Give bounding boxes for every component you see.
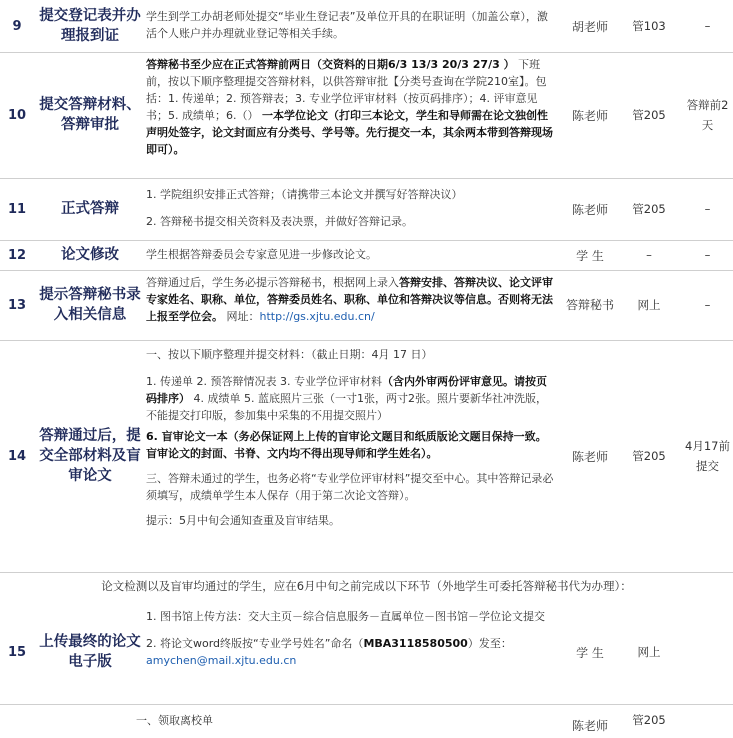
step-number: 11 [7, 201, 27, 217]
table-row [0, 340, 733, 573]
step-contact: 胡老师 [571, 19, 608, 34]
step-line: 2. 答辩秘书提交相关资料及表决票，并做好答辩记录。 [146, 215, 413, 228]
step-location: – [646, 248, 652, 262]
step-description [146, 270, 556, 340]
step-description-text: ）发至： [467, 637, 512, 650]
url-label: 网址： [226, 310, 260, 323]
step-line: 1. 图书馆上传方法：交大主页－综合信息服务－直属单位－图书馆－学位论文提交 [146, 610, 545, 623]
step-time: – [704, 248, 711, 262]
step-number: 12 [7, 247, 27, 263]
table-row [0, 600, 733, 705]
table-row [0, 240, 733, 271]
step-line: 三、答辩未通过的学生，也务必将“专业学位评审材料”提交至中心。其中答辩记录必须填写，成绩单学生本人保存（用于第二次论文答辩）。 [146, 472, 554, 502]
step-location: 网上 [637, 298, 661, 312]
step-contact: 陈老师 [571, 202, 608, 217]
step-title: 上传最终的论文电子版 [39, 634, 141, 670]
email-link[interactable]: amychen@mail.xjtu.edu.cn [146, 654, 297, 667]
step-description-text: 1. 传递单 2. 预答辩情况表 3. 专业学位评审材料 [146, 375, 382, 388]
step-title: 答辩通过后，提交全部材料及盲审论文 [39, 428, 141, 484]
step-description: 学生到学工办胡老师处提交“毕业生登记表”及单位开具的在职证明（加盖公章），激活个人账户并办理就业登记等相关手续。 [146, 10, 548, 40]
step-number: 14 [7, 448, 27, 464]
step-description-text: 4. 成绩单 5. 蓝底照片三张（一寸1张，两寸2张。照片要新华社冲洗版，不能提交打印版，参加集中采集的不用提交照片） [146, 392, 547, 422]
step-contact: 答辩秘书 [565, 298, 614, 312]
step-description-bold: 答辩安排、答辩决议、论文评审专家姓名、职称、单位，答辩委员姓名、职称、单位和答辩决议等信息。否则将无法上报至学位会。 [146, 276, 553, 323]
step-title: 论文修改 [61, 247, 119, 263]
step-location: 管205 [632, 108, 666, 122]
step-contact: 陈老师 [571, 449, 608, 464]
step-description-bold: （含内外审两份评审意见。请按页码排序） [146, 375, 547, 405]
step-time: 4月17前提交 [685, 439, 730, 473]
step-description-text: 下班前，按以下顺序整理提交答辩材料，以供答辩审批【分类号查询在学院210室】。包括：1. 传递单；2. 预答辩表；3. 专业学位评审材料（按页码排序）；4. 评审意见书；5. 成绩单；6.（） [146, 58, 547, 122]
step-location: 管205 [632, 202, 666, 216]
step-description-bold: 6. 盲审论文一本（务必保证网上上传的盲审论文题目和纸质版论文题目保持一致。盲审论文的封面、书脊、文内均不得出现导师和学生姓名）。 [146, 430, 547, 460]
step-contact: 学 生 [576, 645, 604, 660]
step-contact: 陈老师 [571, 108, 608, 123]
notice-text: 论文检测以及盲审均通过的学生，应在6月中旬之前完成以下环节（外地学生可委托答辩秘书代为办理）： [101, 579, 632, 593]
step-contact: 学 生 [576, 248, 604, 263]
step-title: 提交答辩材料、答辩审批 [39, 97, 141, 133]
step-title: 提示答辩秘书录入相关信息 [39, 287, 141, 323]
step-title: 提交登记表并办理报到证 [39, 8, 141, 44]
step-description [146, 178, 556, 240]
step-line [146, 635, 556, 669]
step-number: 15 [7, 644, 27, 660]
step-description: 一、领取离校单 [136, 714, 213, 727]
step-line [146, 428, 556, 462]
step-contact: 陈老师 [571, 719, 608, 733]
step-number: 13 [7, 297, 27, 313]
file-name-bold: MBA3118580500 [363, 637, 468, 650]
table-row [0, 0, 733, 53]
step-time: – [704, 298, 711, 312]
step-time: – [704, 202, 711, 216]
step-description-bold: 答辩秘书至少应在正式答辩前两日（交资料的日期6/3 13/3 20/3 27/3 ） [146, 58, 515, 71]
step-description [146, 600, 556, 704]
step-number: 9 [12, 18, 22, 34]
step-time [682, 600, 733, 704]
table-row [0, 178, 733, 241]
step-number: 10 [7, 107, 27, 123]
step-location: 管205 [632, 449, 666, 463]
step-description-text: 2. 将论文word终版按“专业学号姓名”命名（ [146, 637, 364, 650]
step-description [146, 52, 556, 178]
step-description [146, 340, 556, 572]
step-title: 正式答辩 [61, 201, 119, 217]
step-line: 1. 学院组织安排正式答辩；（请携带三本论文并撰写好答辩决议） [146, 188, 463, 201]
step-location: 管205 [632, 713, 666, 727]
table-row [0, 270, 733, 341]
step-location: 管103 [632, 19, 666, 33]
step-line: 一、按以下顺序整理并提交材料：（截止日期：4月 17 日） [146, 348, 433, 361]
step-line [146, 373, 556, 424]
table-row [0, 52, 733, 179]
step-time: 答辩前2天 [686, 98, 729, 132]
table-row [0, 704, 733, 738]
step-location: 网上 [637, 645, 661, 659]
step-time: – [704, 19, 711, 33]
step-description-text: 答辩通过后，学生务必提示答辩秘书，根据网上录入 [146, 276, 399, 289]
step-description: 学生根据答辩委员会专家意见进一步修改论文。 [146, 248, 377, 261]
gs-website-link[interactable]: http://gs.xjtu.edu.cn/ [259, 310, 375, 323]
step-description-bold: 一本学位论文（打印三本论文，学生和导师需在论文独创性声明处签字，论文封面应有分类号、学号等。先行提交一本，其余两本带到答辩现场即可）。 [146, 109, 553, 156]
step-line: 提示：5月中旬会通知查重及盲审结果。 [146, 514, 340, 527]
